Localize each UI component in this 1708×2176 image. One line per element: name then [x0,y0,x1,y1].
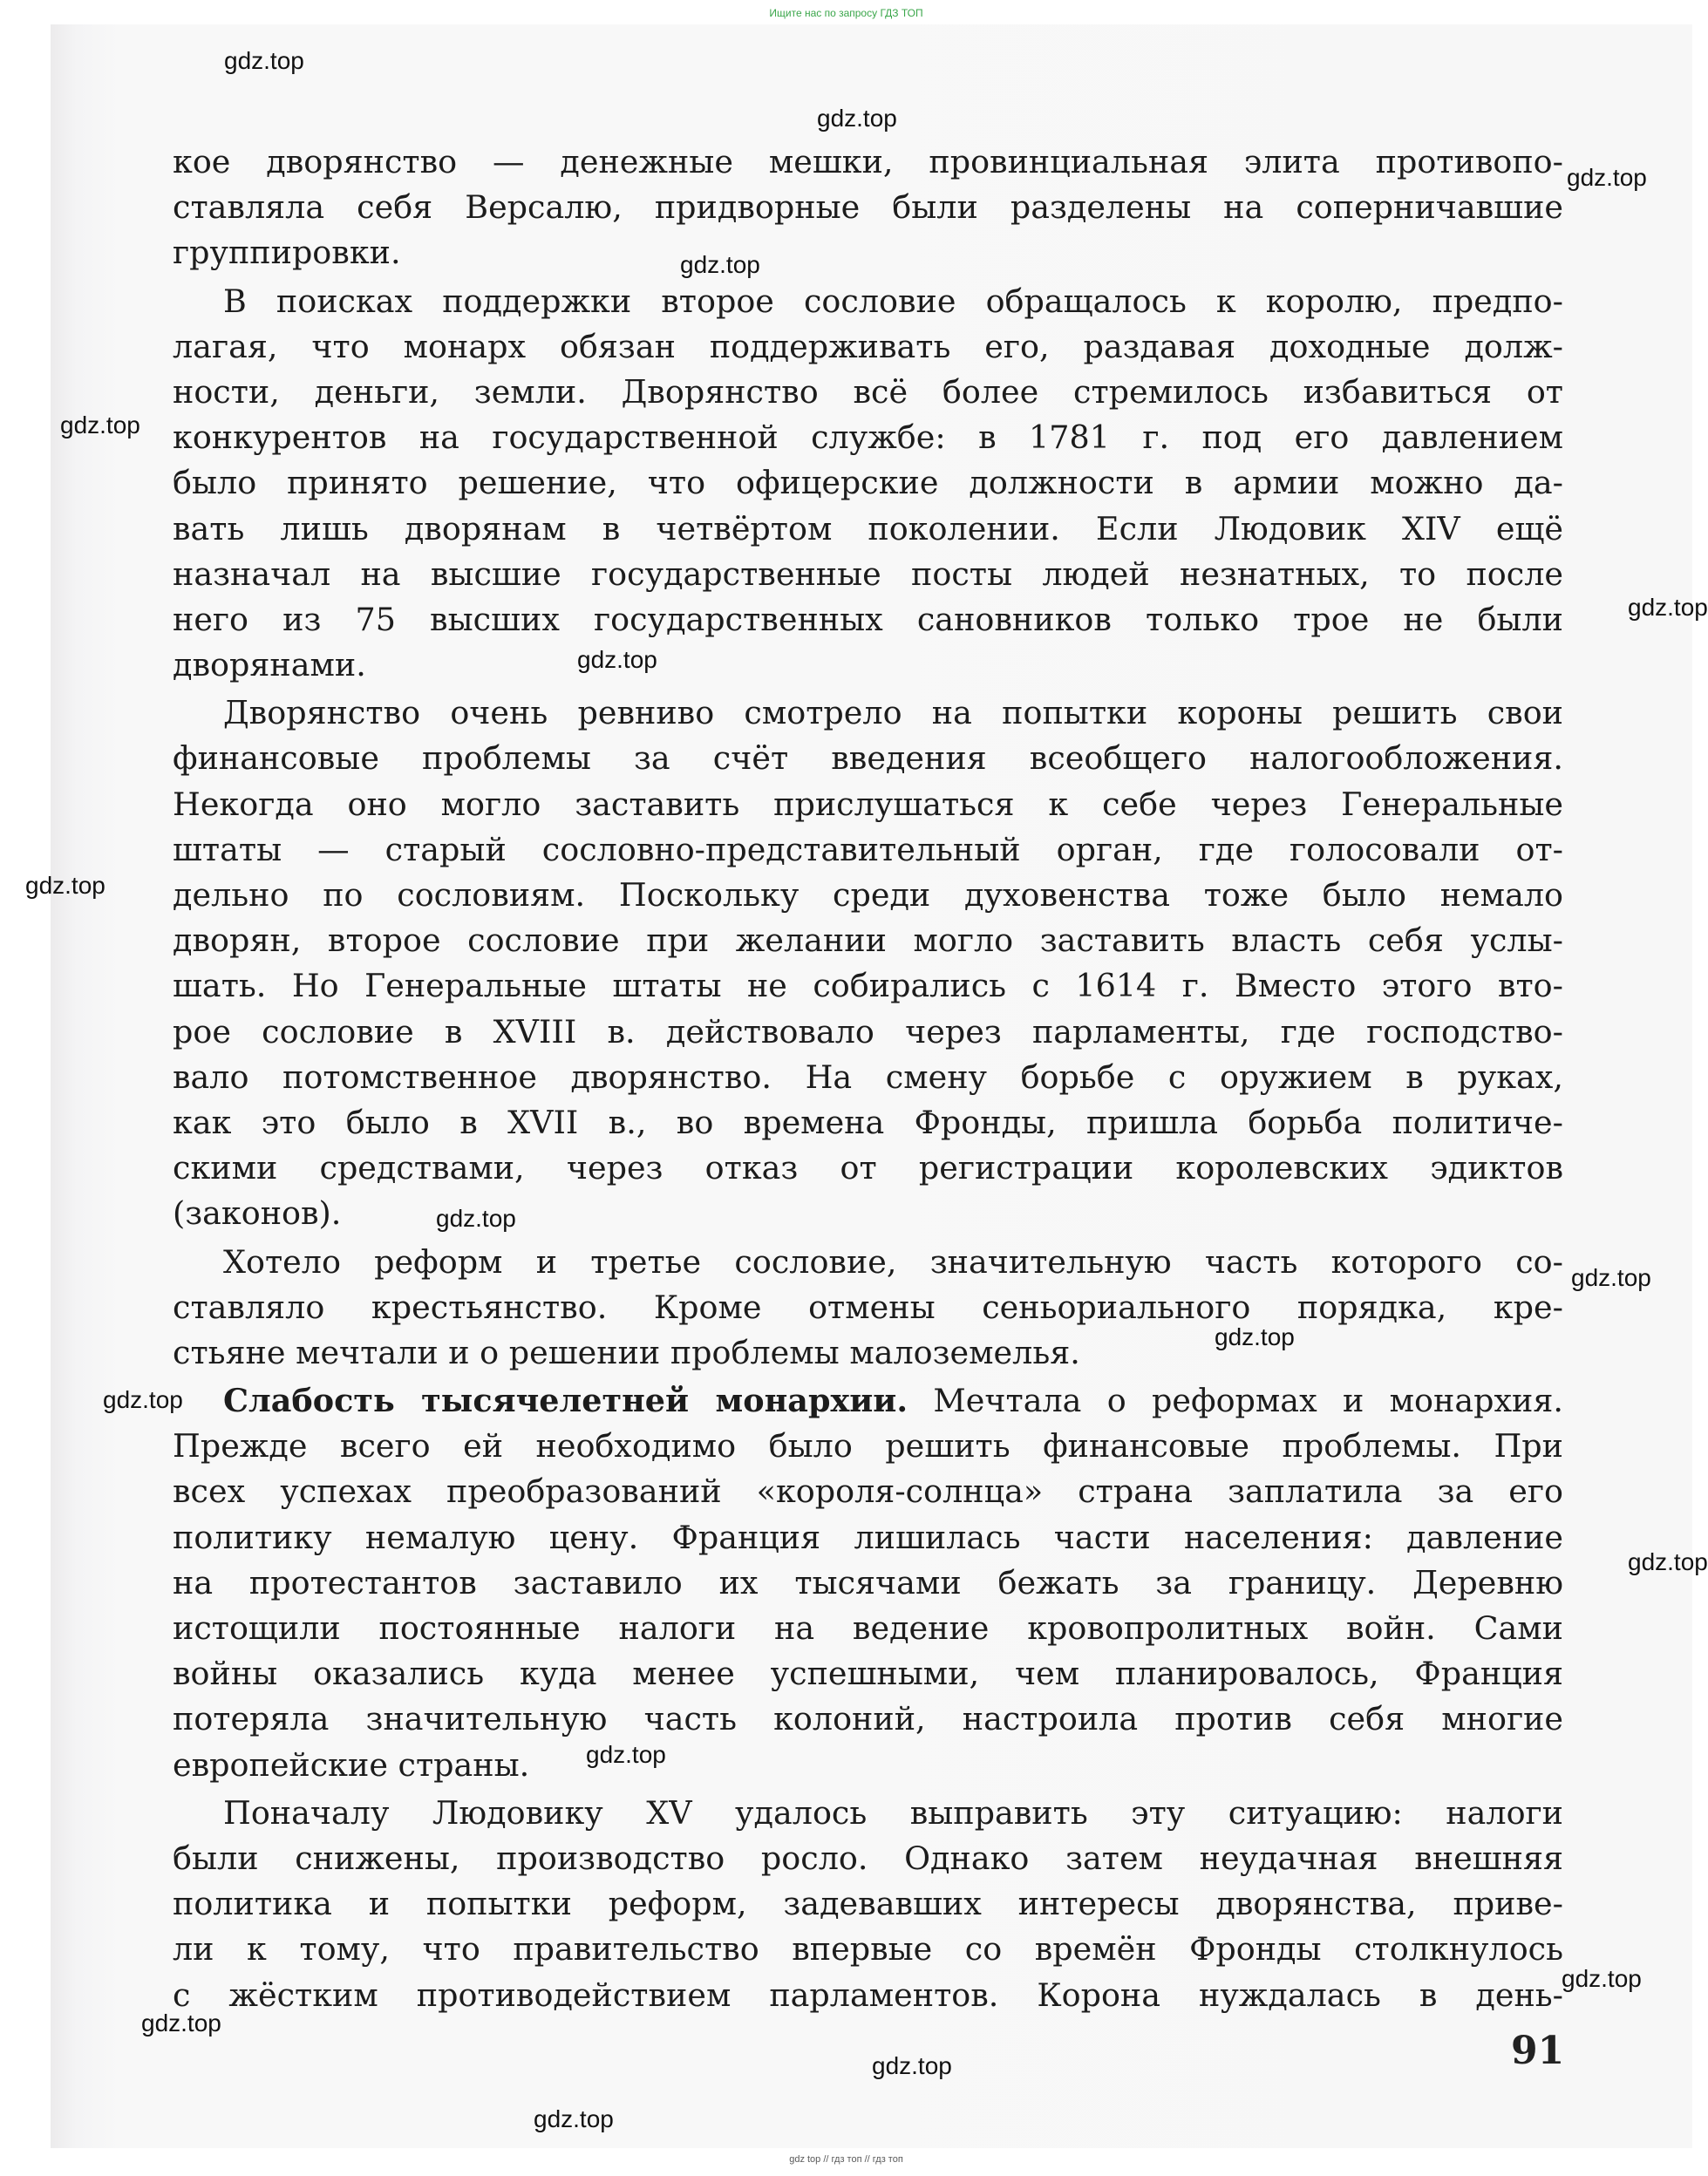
text-line: с жёстким противодействием парламентов. Корона нуждалась в день- [173,1975,1563,2014]
text-line: скими средствами, через отказ от регистрации королевских эдиктов [173,1149,1563,1187]
watermark: gdz.top [1571,1264,1651,1291]
text-line: Поначалу Людовику XV удалось выправить эту ситуацию: налоги [223,1793,1563,1832]
paragraph-2 [173,279,1563,689]
text-line: истощили постоянные налоги на ведение кровопролитных войн. Сами [173,1609,1563,1647]
text-line: В поисках поддержки второе сословие обращалось к королю, предпо- [223,282,1563,320]
paragraph-6 [173,1791,1563,2018]
paragraph-1 [173,139,1563,276]
heading-continuation: Мечтала о реформах и монархия. [908,1382,1563,1420]
text-line: назначал на высшие государственные посты людей незнатных, то после [173,554,1563,593]
text-line: финансовые проблемы за счёт введения всеобщего налогообложения. [173,739,1563,778]
watermark: gdz.top [817,105,897,132]
watermark: gdz.top [872,2052,952,2079]
watermark: gdz.top [1567,164,1647,191]
text-line: шать. Но Генеральные штаты не собирались с 1614 г. Вместо этого вто- [173,967,1563,1005]
watermark: gdz.top [60,411,140,439]
paragraph-4 [173,1240,1563,1377]
watermark: gdz.top [141,2009,221,2037]
watermark: gdz.top [680,251,760,278]
text-line: дворянами. [173,646,366,684]
watermark: gdz.top [25,872,105,899]
text-line [173,1378,1563,1424]
text-line: кое дворянство — денежные мешки, провинциальная элита противопо- [173,143,1563,180]
text-line: европейские страны. [173,1745,530,1784]
text-line: Прежде всего ей необходимо было решить финансовые проблемы. При [173,1427,1563,1465]
watermark: gdz.top [534,2105,614,2132]
watermark: gdz.top [224,47,304,74]
text-line: группировки. [173,234,401,272]
text-line: ставляла себя Версалю, придворные были разделены на соперничавшие [173,188,1563,227]
page-number: 91 [1511,2029,1565,2073]
text-line: (законов). [173,1194,342,1233]
watermark: gdz.top [1562,1965,1642,1992]
text-line: всех успехах преобразований «короля-солнца» страна заплатила за его [173,1472,1563,1511]
text-line: было принято решение, что офицерские должности в армии можно да- [173,464,1563,502]
text-line: дельно по сословиям. Поскольку среди духовенства тоже было немало [173,876,1563,914]
text-line: рое сословие в XVIII в. действовало через парламенты, где господство- [173,1012,1563,1051]
text-line: на протестантов заставило их тысячами бежать за границу. Деревню [173,1563,1563,1601]
text-line: Дворянство очень ревниво смотрело на попытки короны решить свои [223,694,1563,732]
section-heading: Слабость тысячелетней монархии. [223,1382,908,1420]
text-line: как это было в XVII в., во времена Фронды, пришла борьба политиче- [173,1103,1563,1141]
text-line: политику немалую цену. Франция лишилась части населения: давление [173,1518,1563,1556]
text-line: были снижены, производство росло. Однако затем неудачная внешняя [173,1839,1563,1877]
watermark: gdz.top [103,1386,183,1413]
watermark: gdz.top [436,1205,516,1232]
text-line: потеряла значительную часть колоний, настроила против себя многие [173,1700,1563,1738]
text-line: лагая, что монарх обязан поддерживать его, раздавая доходные долж- [173,327,1563,365]
watermark: gdz.top [586,1741,666,1768]
watermark: gdz.top [1628,1548,1708,1575]
watermark: gdz.top [1215,1323,1295,1350]
watermark: gdz.top [577,646,657,673]
text-line: войны оказались куда менее успешными, чем планировалось, Франция [173,1655,1563,1693]
text-line: политика и попытки реформ, задевавших интересы дворянства, приве- [173,1885,1563,1923]
watermark: gdz.top [1628,594,1708,621]
text-line: штаты — старый сословно-представительный орган, где голосовали от- [173,830,1563,868]
text-line: дворян, второе сословие при желании могло заставить власть себя услы- [173,921,1563,960]
text-line: ставляло крестьянство. Кроме отмены сеньориального порядка, кре- [173,1288,1563,1326]
text-line: Хотело реформ и третье сословие, значительную часть которого со- [223,1242,1563,1281]
text-line: конкурентов на государственной службе: в 1781 г. под его давлением [173,418,1563,457]
paragraph-5 [173,1378,1563,1788]
top-search-banner: Ищите нас по запросу ГДЗ ТОП [769,7,923,19]
text-line: вать лишь дворянам в четвёртом поколении. Если Людовик XIV ещё [173,509,1563,547]
text-line: ли к тому, что правительство впервые со времён Фронды столкнулось [173,1930,1563,1969]
text-line: стьяне мечтали и о решении проблемы малоземелья. [173,1333,1080,1371]
text-line: ности, деньги, земли. Дворянство всё более стремилось избавиться от [173,372,1563,411]
text-line: него из 75 высших государственных сановников только трое не были [173,600,1563,638]
text-line: Некогда оно могло заставить прислушаться к себе через Генеральные [173,785,1563,823]
bottom-banner: gdz top // гдз топ // гдз топ [789,2154,903,2165]
text-line: вало потомственное дворянство. На смену борьбе с оружием в руках, [173,1057,1563,1096]
paragraph-3 [173,690,1563,1236]
body-text [173,139,1563,2018]
